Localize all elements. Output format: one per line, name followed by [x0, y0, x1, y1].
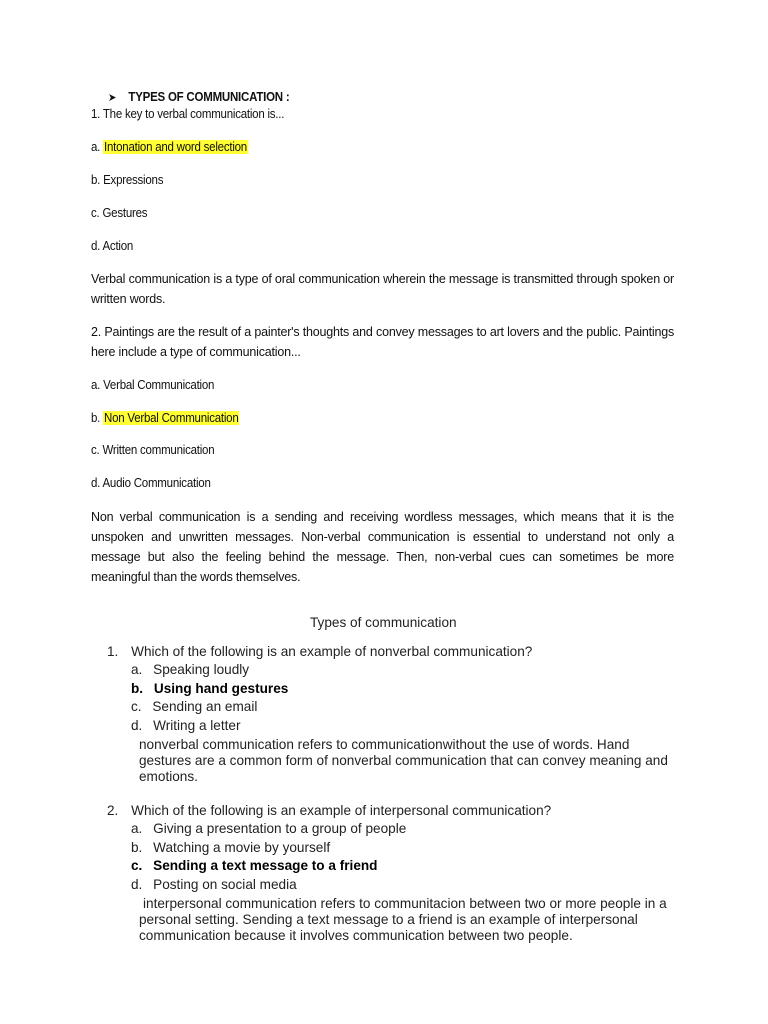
- highlighted-answer: Non Verbal Communication: [104, 411, 239, 425]
- s2-q2-option-b: b. Watching a movie by yourself: [131, 840, 331, 855]
- s2-q1-option-d: d. Writing a letter: [131, 718, 241, 733]
- q1-option-a: a. Intonation and word selection: [91, 140, 247, 154]
- q2-explanation: Non verbal communication is a sending and receiving wordless messages, which means that it is the unspoken and unwritten messages. Non-verbal communication is essential to understand not only a message but also the feeling behind the message. Then, non-verbal cues can sometimes be more meaningful than the words themselves.: [91, 510, 674, 584]
- q1-option-b: b. Expressions: [91, 173, 164, 187]
- q1-explanation: Verbal communication is a type of oral communication wherein the message is transmitted through spoken or written words.: [91, 272, 674, 306]
- q2-option-b: b. Non Verbal Communication: [91, 411, 239, 425]
- arrow-bullet-icon: ➤: [108, 91, 117, 104]
- q1-option-d: d. Action: [91, 239, 134, 253]
- q1-question: 1. The key to verbal communication is...: [91, 107, 285, 121]
- s2-q2-option-a: a. Giving a presentation to a group of people: [131, 821, 407, 836]
- section-heading: [108, 89, 289, 106]
- s2-q2-question: 2. Which of the following is an example of interpersonal communication?: [107, 803, 552, 818]
- highlighted-answer: Intonation and word selection: [104, 140, 247, 154]
- q2-option-c: c. Written communication: [91, 443, 215, 457]
- s2-q1-option-a: a. Speaking loudly: [131, 662, 250, 677]
- q2-option-d: d. Audio Communication: [91, 476, 211, 490]
- s2-q1-option-b-correct: b. Using hand gestures: [131, 681, 289, 696]
- s2-q2-explanation: interpersonal communication refers to communitacion between two or more people in a personal setting. Sending a text message to a friend is an example of interpersonal communication because it involves communication between two people.: [139, 896, 667, 943]
- s2-q2-option-d: d. Posting on social media: [131, 877, 297, 892]
- q2-option-a: a. Verbal Communication: [91, 378, 215, 392]
- q2-question: 2. Paintings are the result of a painter's thoughts and convey messages to art lovers and the public. Paintings here include a type of communication...: [91, 325, 674, 359]
- s2-q1-explanation: nonverbal communication refers to communicationwithout the use of words. Hand gestures are a common form of nonverbal communication that can convey meaning and emotions.: [139, 737, 668, 784]
- s2-q1-option-c: c. Sending an email: [131, 699, 258, 714]
- q1-option-c: c. Gestures: [91, 206, 148, 220]
- section2-title: Types of communication: [310, 615, 457, 630]
- s2-q1-question: 1. Which of the following is an example of nonverbal communication?: [107, 644, 533, 659]
- heading-text: TYPES OF COMMUNICATION :: [128, 90, 290, 104]
- s2-q2-option-c-correct: c. Sending a text message to a friend: [131, 858, 378, 873]
